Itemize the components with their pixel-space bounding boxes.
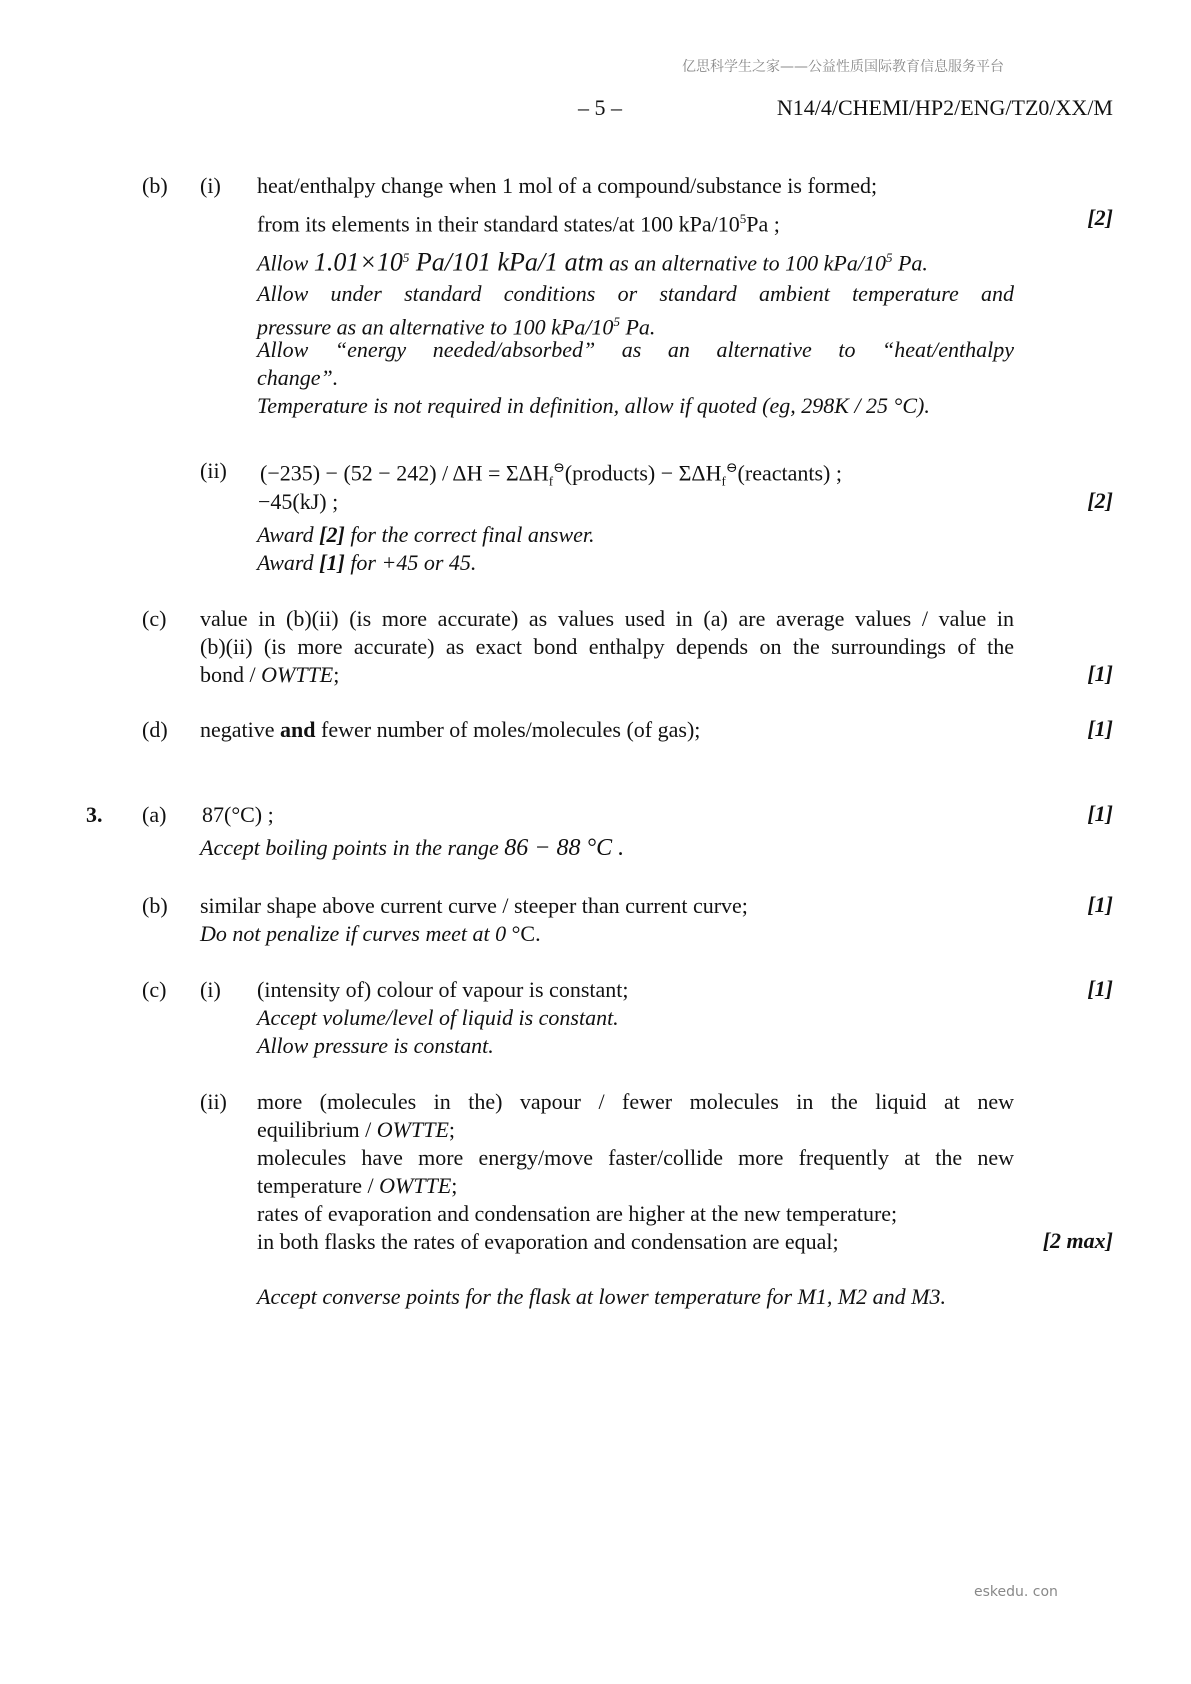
q3-cii-line5: rates of evaporation and condensation are higher at the new temperature;: [257, 1201, 898, 1226]
q3-cii-mark: [2 max]: [1042, 1228, 1113, 1253]
q3-ci-mark: [1]: [1087, 976, 1113, 1001]
q3-ci-text: (intensity of) colour of vapour is constant;: [257, 977, 629, 1002]
watermark-top: 亿思科学生之家——公益性质国际教育信息服务平台: [682, 59, 1004, 75]
q2-bii-note2: [257, 549, 476, 577]
q2-bi-line2-c: Pa ;: [746, 211, 780, 237]
q2-bii-note1-a: Award: [257, 522, 320, 547]
q2-c-l3-a: bond /: [200, 662, 262, 687]
q2-bii-line1-sub: f: [548, 473, 554, 489]
q2-bii-line2: −45(kJ) ;: [258, 489, 339, 514]
q2-bi-note1-sup: 5: [402, 250, 410, 265]
q2-bi-line2: [257, 205, 780, 238]
q3-cii-line6: in both flasks the rates of evaporation and condensation are equal;: [257, 1229, 839, 1254]
watermark-bottom: eskedu. con: [974, 1584, 1058, 1600]
q2-bii-line1-sub2: f: [721, 473, 726, 489]
q2-d-b: and: [280, 717, 316, 742]
q2-bi-note1-d: as an alternative to 100 kPa/10: [603, 250, 886, 276]
q2-c-l3-b: OWTTE: [261, 662, 334, 687]
q3-cii-note: Accept converse points for the flask at lower temperature for M1, M2 and M3.: [257, 1284, 947, 1309]
q3-b-note-a: Do not penalize if curves meet at 0: [200, 921, 512, 946]
q2-bi-line2-sup: 5: [739, 211, 747, 226]
q2-c-l3-c: ;: [333, 662, 340, 687]
q3-cii-l2-c: ;: [448, 1117, 456, 1142]
q3-ci-note1: Accept volume/level of liquid is constant.: [257, 1005, 619, 1030]
q3-a-note: [200, 834, 624, 862]
q2-d-text: [200, 716, 700, 744]
q2-bi-note4: Temperature is not required in definition, allow if quoted (eg, 298K / 25 °C).: [257, 393, 930, 418]
q2-bi-line1: heat/enthalpy change when 1 mol of a compound/substance is formed;: [257, 173, 878, 198]
q3-number: 3.: [86, 802, 103, 827]
q3-cii-l2-b: OWTTE: [376, 1117, 449, 1142]
q2-bii-label: (ii): [200, 458, 227, 483]
q2-c-line2: (b)(ii) (is more accurate) as exact bond enthalpy depends on the surroundings of the: [200, 634, 1014, 659]
q3-cii-l4-b: OWTTE: [379, 1173, 452, 1198]
q3-cii-line2: [257, 1116, 455, 1144]
q2-bii-line1-b: (products) − ΣΔH: [564, 460, 722, 486]
q2-bii-note1-b: [2]: [319, 522, 345, 547]
q3-cii-l4-c: ;: [451, 1173, 458, 1198]
q3-a-text: 87(°C) ;: [202, 802, 274, 827]
q2-bi-line2-b: 100 kPa/10: [640, 211, 740, 237]
q2-bii-line1-sup: ⊖: [553, 461, 565, 476]
q3-cii-line3: molecules have more energy/move faster/collide more frequently at the new: [257, 1145, 1014, 1170]
q2-bii-line1-sup2: ⊖: [725, 461, 738, 476]
q3-b-label: (b): [142, 893, 168, 918]
q3-a-mark: [1]: [1087, 801, 1113, 826]
q2-bi-note1-e: Pa.: [892, 250, 928, 276]
q2-bi-line2-a: from its elements in their standard states/at: [257, 211, 641, 237]
q2-d-label: (d): [142, 717, 168, 742]
q2-bi-note3-line1: Allow “energy needed/absorbed” as an alternative to “heat/enthalpy: [257, 337, 1014, 362]
q2-bi-note1-sup2: 5: [885, 250, 893, 265]
q2-bi-note2-l2-b: Pa.: [619, 314, 656, 340]
q3-ci-label: (i): [200, 977, 221, 1002]
q3-c-label: (c): [142, 977, 167, 1002]
q3-b-note-b: °C.: [511, 921, 541, 946]
q2-c-line1: value in (b)(ii) (is more accurate) as values used in (a) are average values / value in: [200, 606, 1014, 631]
q2-bii-note2-c: for +45 or 45.: [344, 550, 477, 575]
q2-bi-note2-line1: Allow under standard conditions or standard ambient temperature and: [257, 281, 1014, 306]
q2-bii-note2-a: Award: [257, 550, 320, 575]
q3-a-label: (a): [142, 802, 167, 827]
q3-a-note-a: Accept boiling points in the range: [200, 835, 505, 860]
q2-bi-mark: [2]: [1087, 205, 1113, 230]
q3-cii-label: (ii): [200, 1089, 227, 1114]
doc-code: N14/4/CHEMI/HP2/ENG/TZ0/XX/M: [776, 95, 1113, 120]
q2-bii-line1-c: (reactants) ;: [737, 460, 842, 486]
q2-bi-label: (i): [200, 173, 221, 198]
q2-bi-note2-l2-sup: 5: [613, 314, 620, 329]
q2-b-label: (b): [142, 173, 168, 198]
q2-bii-line1: [260, 455, 842, 496]
q2-c-label: (c): [142, 606, 167, 631]
q3-a-note-b: 86 − 88 °C .: [504, 835, 625, 861]
q3-b-mark: [1]: [1087, 892, 1113, 917]
q2-bi-note3-line2: change”.: [257, 365, 339, 390]
q3-cii-l2-a: equilibrium /: [257, 1117, 377, 1142]
q3-cii-l4-a: temperature /: [257, 1173, 380, 1198]
q2-c-line3: [200, 661, 339, 689]
q2-bi-note2-l2-a: pressure as an alternative to 100 kPa/10: [257, 314, 614, 340]
q2-bi-note1-a: Allow: [257, 250, 314, 276]
page-number: – 5 –: [578, 95, 622, 120]
q2-d-a: negative: [200, 717, 281, 742]
q3-b-note: [200, 920, 541, 948]
q2-c-mark: [1]: [1087, 661, 1113, 686]
q2-bii-note2-b: [1]: [319, 550, 345, 575]
q2-bii-line1-a: (−235) − (52 − 242) / ΔH = ΣΔH: [260, 460, 549, 486]
q3-b-text: similar shape above current curve / steeper than current curve;: [200, 893, 748, 918]
q2-bi-note1-b: 1.01×10: [313, 247, 403, 277]
q3-ci-note2: Allow pressure is constant.: [257, 1033, 494, 1058]
q2-bii-note1: [257, 521, 595, 549]
q2-bii-mark: [2]: [1087, 488, 1113, 513]
q2-bi-note1-c: Pa/101 kPa/1 atm: [409, 247, 604, 277]
q2-d-c: fewer number of moles/molecules (of gas);: [315, 717, 701, 742]
q3-cii-line4: [257, 1172, 457, 1200]
q2-bii-note1-c: for the correct final answer.: [344, 522, 595, 547]
q2-bi-note1: [257, 244, 928, 277]
q3-cii-line1: more (molecules in the) vapour / fewer molecules in the liquid at new: [257, 1089, 1014, 1114]
q2-d-mark: [1]: [1087, 716, 1113, 741]
